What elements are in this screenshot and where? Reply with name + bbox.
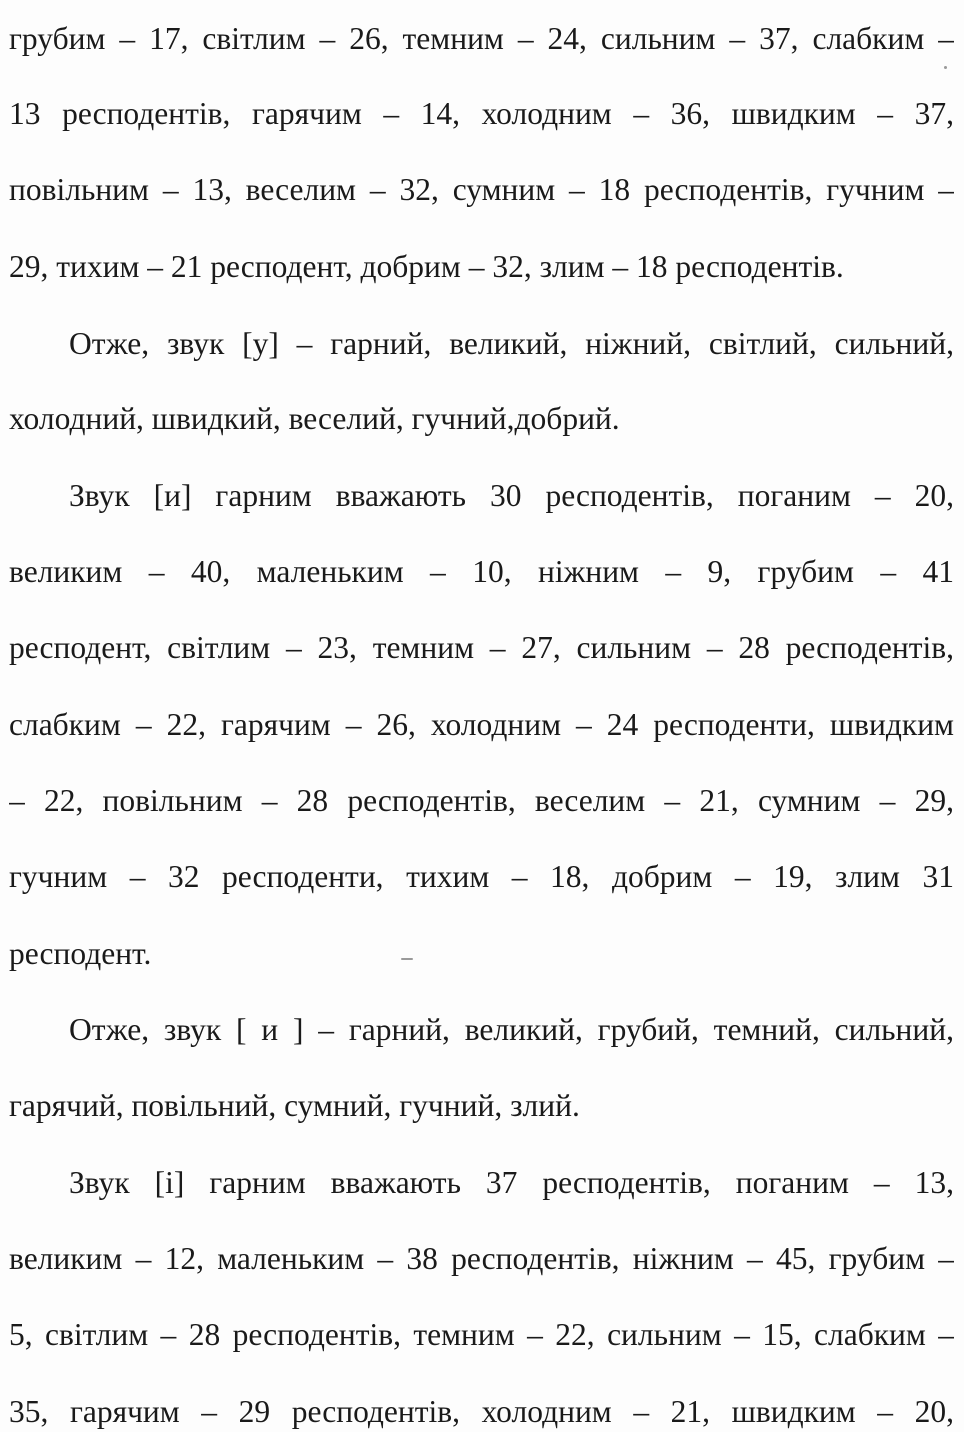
text-line-6: холодний, швидкий, веселий, гучний,добрий. — [9, 401, 620, 436]
text-line-10: слабким – 22, гарячим – 26, холодним – 24 респоденти, швидким — [9, 707, 954, 742]
text-line-14: Отже, звук [ и ] – гарний, великий, грубий, темний, сильний, — [69, 1012, 954, 1047]
text-line-5: Отже, звук [у] – гарний, великий, ніжний, світлий, сильний, — [69, 326, 954, 361]
text-line-7: Звук [и] гарним вважають 30 респодентів, поганим – 20, — [69, 478, 954, 513]
text-line-13: респодент. — [9, 936, 152, 971]
scan-speck — [944, 66, 947, 69]
text-line-12: гучним – 32 респоденти, тихим – 18, добрим – 19, злим 31 — [9, 859, 954, 894]
text-line-16: Звук [і] гарним вважають 37 респодентів, поганим – 13, — [69, 1165, 954, 1200]
text-line-8: великим – 40, маленьким – 10, ніжним – 9, грубим – 41 — [9, 554, 954, 589]
text-line-1: грубим – 17, світлим – 26, темним – 24, сильним – 37, слабким – — [9, 21, 954, 56]
text-line-9: респодент, світлим – 23, темним – 27, сильним – 28 респодентів, — [9, 630, 954, 665]
scan-speck — [401, 958, 413, 960]
text-line-19: 35, гарячим – 29 респодентів, холодним – 21, швидким – 20, — [9, 1394, 954, 1429]
text-line-17: великим – 12, маленьким – 38 респодентів, ніжним – 45, грубим – — [9, 1241, 954, 1276]
text-line-18: 5, світлим – 28 респодентів, темним – 22, сильним – 15, слабким – — [9, 1317, 954, 1352]
text-line-15: гарячий, повільний, сумний, гучний, злий. — [9, 1088, 580, 1123]
text-line-4: 29, тихим – 21 респодент, добрим – 32, злим – 18 респодентів. — [9, 249, 844, 284]
text-line-2: 13 респодентів, гарячим – 14, холодним – 36, швидким – 37, — [9, 96, 954, 131]
text-line-3: повільним – 13, веселим – 32, сумним – 18 респодентів, гучним – — [9, 172, 954, 207]
text-line-11: – 22, повільним – 28 респодентів, веселим – 21, сумним – 29, — [9, 783, 954, 818]
